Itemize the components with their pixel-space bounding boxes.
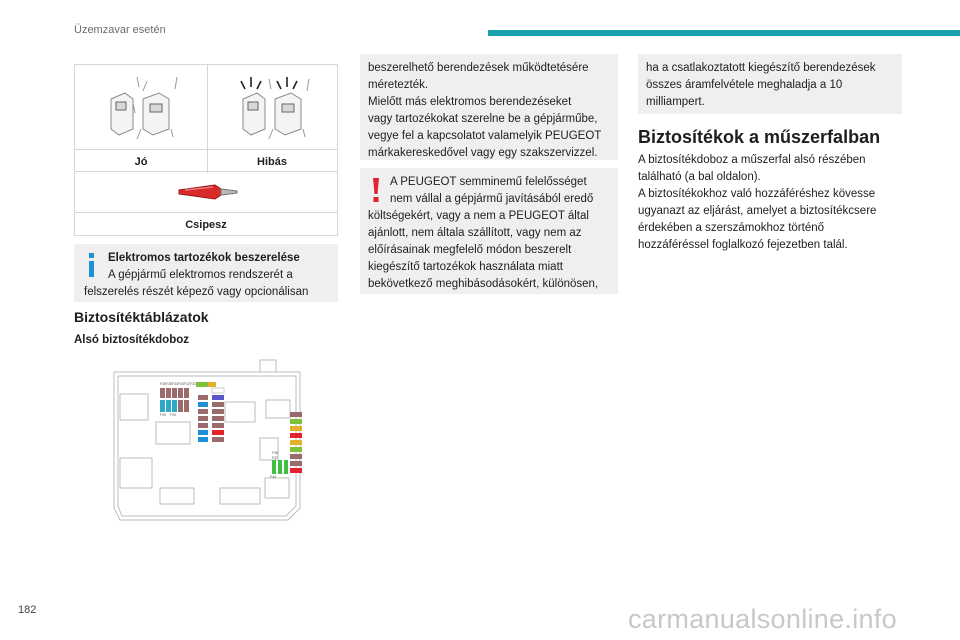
text-line: ha a csatlakoztatott kiegészítő berendezések <box>646 62 876 74</box>
fuse-tables-heading: Biztosítéktáblázatok <box>74 309 209 325</box>
lower-fuse-box-heading: Alsó biztosítékdoboz <box>74 334 189 346</box>
tweezers-illustration <box>175 179 241 205</box>
faulty-fuse-illustration <box>235 73 315 145</box>
header-accent-bar <box>488 30 960 36</box>
text-line: előírásainak megfelelő módon beszerelt <box>368 244 572 256</box>
info-note-line: A gépjármű elektromos rendszerét a <box>108 269 293 281</box>
text-line: A biztosítékdoboz a műszerfal alsó részében <box>638 154 866 166</box>
fuse-label: F31 <box>190 382 196 386</box>
text-line: A PEUGEOT semminemű felelősséget <box>390 176 587 188</box>
text-line: költségekért, vagy a nem a PEUGEOT által <box>368 210 589 222</box>
good-fuse-label: Jó <box>134 156 148 168</box>
continuation-box <box>638 54 902 114</box>
warning-icon <box>372 178 380 202</box>
fuse-label: F44 <box>270 475 276 479</box>
tweezers-label: Csipesz <box>185 219 227 231</box>
page-number: 182 <box>18 604 37 616</box>
dashboard-fuses-text <box>638 152 908 254</box>
text-line: beszerelhető berendezések működtetésére <box>368 62 589 74</box>
table-divider <box>75 149 337 150</box>
fuse-label: F37 <box>272 456 278 460</box>
fuse-label: F34 <box>172 382 178 386</box>
fuse-label: F33 <box>178 382 184 386</box>
faulty-fuse-label: Hibás <box>257 156 287 168</box>
info-note-line: felszerelés részét képező vagy opcionálisan <box>84 286 309 298</box>
text-line: márkakereskedővel vagy egy szakszervizzel. <box>368 147 598 159</box>
continuation-box <box>360 54 618 160</box>
info-icon <box>88 253 96 277</box>
fuse-illustration-table <box>74 64 338 236</box>
text-line: méretezték. <box>368 79 429 91</box>
table-divider <box>75 171 337 172</box>
dashboard-fuses-heading: Biztosítékok a műszerfalban <box>638 127 881 147</box>
table-divider <box>75 212 337 213</box>
info-note-box <box>74 244 338 302</box>
lower-fuse-box-diagram <box>100 358 320 528</box>
warning-note-box <box>360 168 618 294</box>
text-line: összes áramfelvétele meghaladja a 10 <box>646 79 843 91</box>
info-note-title: Elektromos tartozékok beszerelése <box>108 252 300 264</box>
fuse-label: F32 <box>184 382 190 386</box>
watermark: carmanualsonline.info <box>628 604 897 634</box>
text-line: A biztosítékokhoz való hozzáféréshez kövesse <box>638 188 876 200</box>
text-line: ugyanazt az eljárást, amelyet a biztosítékcsere <box>638 205 877 217</box>
text-line: érdekében a szerszámokhoz történő <box>638 222 825 234</box>
text-line: nem vállal a gépjármű javításából eredő <box>390 193 594 205</box>
fuse-label: F36 <box>160 382 166 386</box>
text-line: Mielőtt más elektromos berendezéseket <box>368 96 572 108</box>
good-fuse-illustration <box>103 73 183 145</box>
fuse-label: F38 <box>272 451 278 455</box>
fuse-label: F35 <box>166 382 172 386</box>
text-line: kiegészítő tartozékok használata miatt <box>368 261 563 273</box>
text-line: vegye fel a kapcsolatot valamelyik PEUGEOT <box>368 130 602 142</box>
fuse-label: F40 <box>160 413 166 417</box>
text-line: bekövetkező meghibásodásokért, különösen, <box>368 278 599 290</box>
text-line: vagy tartozékokat szerelne be a gépjárműbe, <box>368 113 598 125</box>
text-line: található (a bal oldalon). <box>638 171 761 183</box>
text-line: hozzáféréssel foglalkozó fejezetben talál. <box>638 239 848 251</box>
fuse-label: F39 <box>170 413 176 417</box>
text-line: ajánlott, nem általa szállított, vagy nem az <box>368 227 582 239</box>
text-line: milliampert. <box>646 96 705 108</box>
header-section-title: Üzemzavar esetén <box>74 24 166 36</box>
